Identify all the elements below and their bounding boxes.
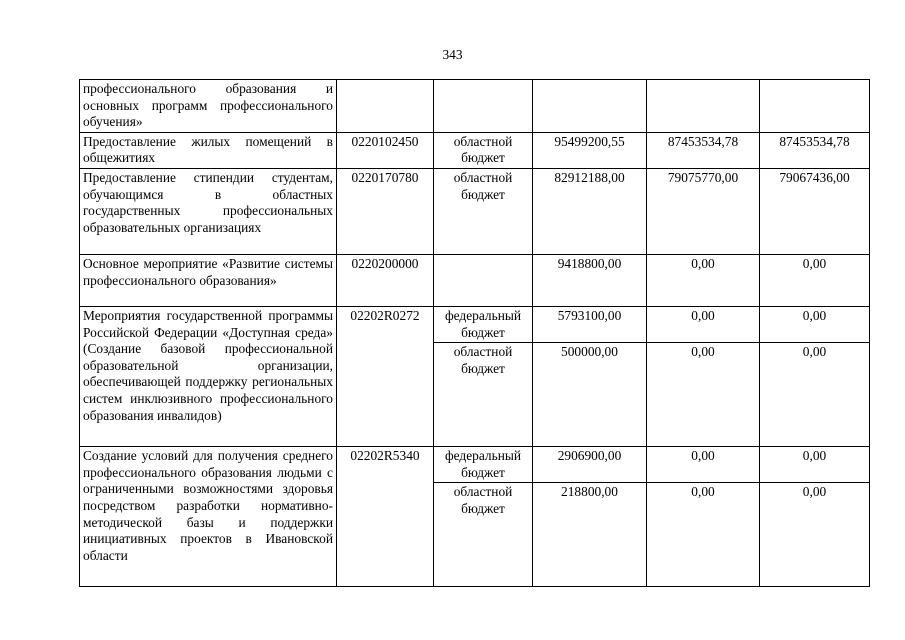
value-cell: 5793100,00 [533,306,647,342]
program-name-cell: Предоставление жилых помещений в общежитиях [80,132,337,168]
value-cell: 9418800,00 [533,254,647,306]
value-cell: 87453534,78 [760,132,870,168]
value-cell [533,80,647,133]
source-cell [434,80,533,133]
value-cell: 87453534,78 [647,132,760,168]
value-cell: 2906900,00 [533,447,647,483]
value-cell: 79067436,00 [760,168,870,254]
value-cell: 79075770,00 [647,168,760,254]
value-cell: 95499200,55 [533,132,647,168]
value-cell: 0,00 [647,306,760,342]
source-cell: областной бюджет [434,343,533,447]
table-row [80,168,870,254]
program-name-cell: Основное мероприятие «Развитие системы профессионального образования» [80,254,337,306]
value-cell: 0,00 [647,447,760,483]
source-cell: областной бюджет [434,132,533,168]
table-row [80,254,870,306]
program-name-cell: Предоставление стипендии студентам, обучающимся в областных государственных профессиональных образовательных организациях [80,168,337,254]
table-row [80,132,870,168]
value-cell: 0,00 [760,254,870,306]
source-cell: областной бюджет [434,168,533,254]
table-row [80,306,870,342]
code-cell [337,80,434,133]
budget-table [79,79,870,587]
value-cell: 0,00 [760,483,870,587]
value-cell: 0,00 [647,254,760,306]
code-cell: 02202R5340 [337,447,434,587]
page-number: 343 [442,47,463,62]
source-cell: федеральный бюджет [434,306,533,342]
value-cell [760,80,870,133]
value-cell: 500000,00 [533,343,647,447]
code-cell: 0220200000 [337,254,434,306]
source-cell: областной бюджет [434,483,533,587]
program-name-cell: Создание условий для получения среднего профессионального образования людьми с ограниченными возможностями здоровья посредством разработки нормативно-методической базы и поддержки инициативных проектов в Ивановской области [80,447,337,587]
value-cell: 0,00 [760,306,870,342]
value-cell: 218800,00 [533,483,647,587]
code-cell: 0220102450 [337,132,434,168]
program-name-cell: Мероприятия государственной программы Российской Федерации «Доступная среда» (Создание базовой профессиональной образовательной организации, обеспечивающей поддержку региональных систем инклюзивного профессионального образования инвалидов) [80,306,337,446]
value-cell [647,80,760,133]
value-cell: 82912188,00 [533,168,647,254]
value-cell: 0,00 [647,343,760,447]
code-cell: 02202R0272 [337,306,434,446]
value-cell: 0,00 [647,483,760,587]
source-cell: федеральный бюджет [434,447,533,483]
value-cell: 0,00 [760,447,870,483]
code-cell: 0220170780 [337,168,434,254]
table-row [80,447,870,483]
source-cell [434,254,533,306]
table-row [80,80,870,133]
program-name-cell: профессионального образования и основных программ профессионального обучения» [80,80,337,133]
value-cell: 0,00 [760,343,870,447]
